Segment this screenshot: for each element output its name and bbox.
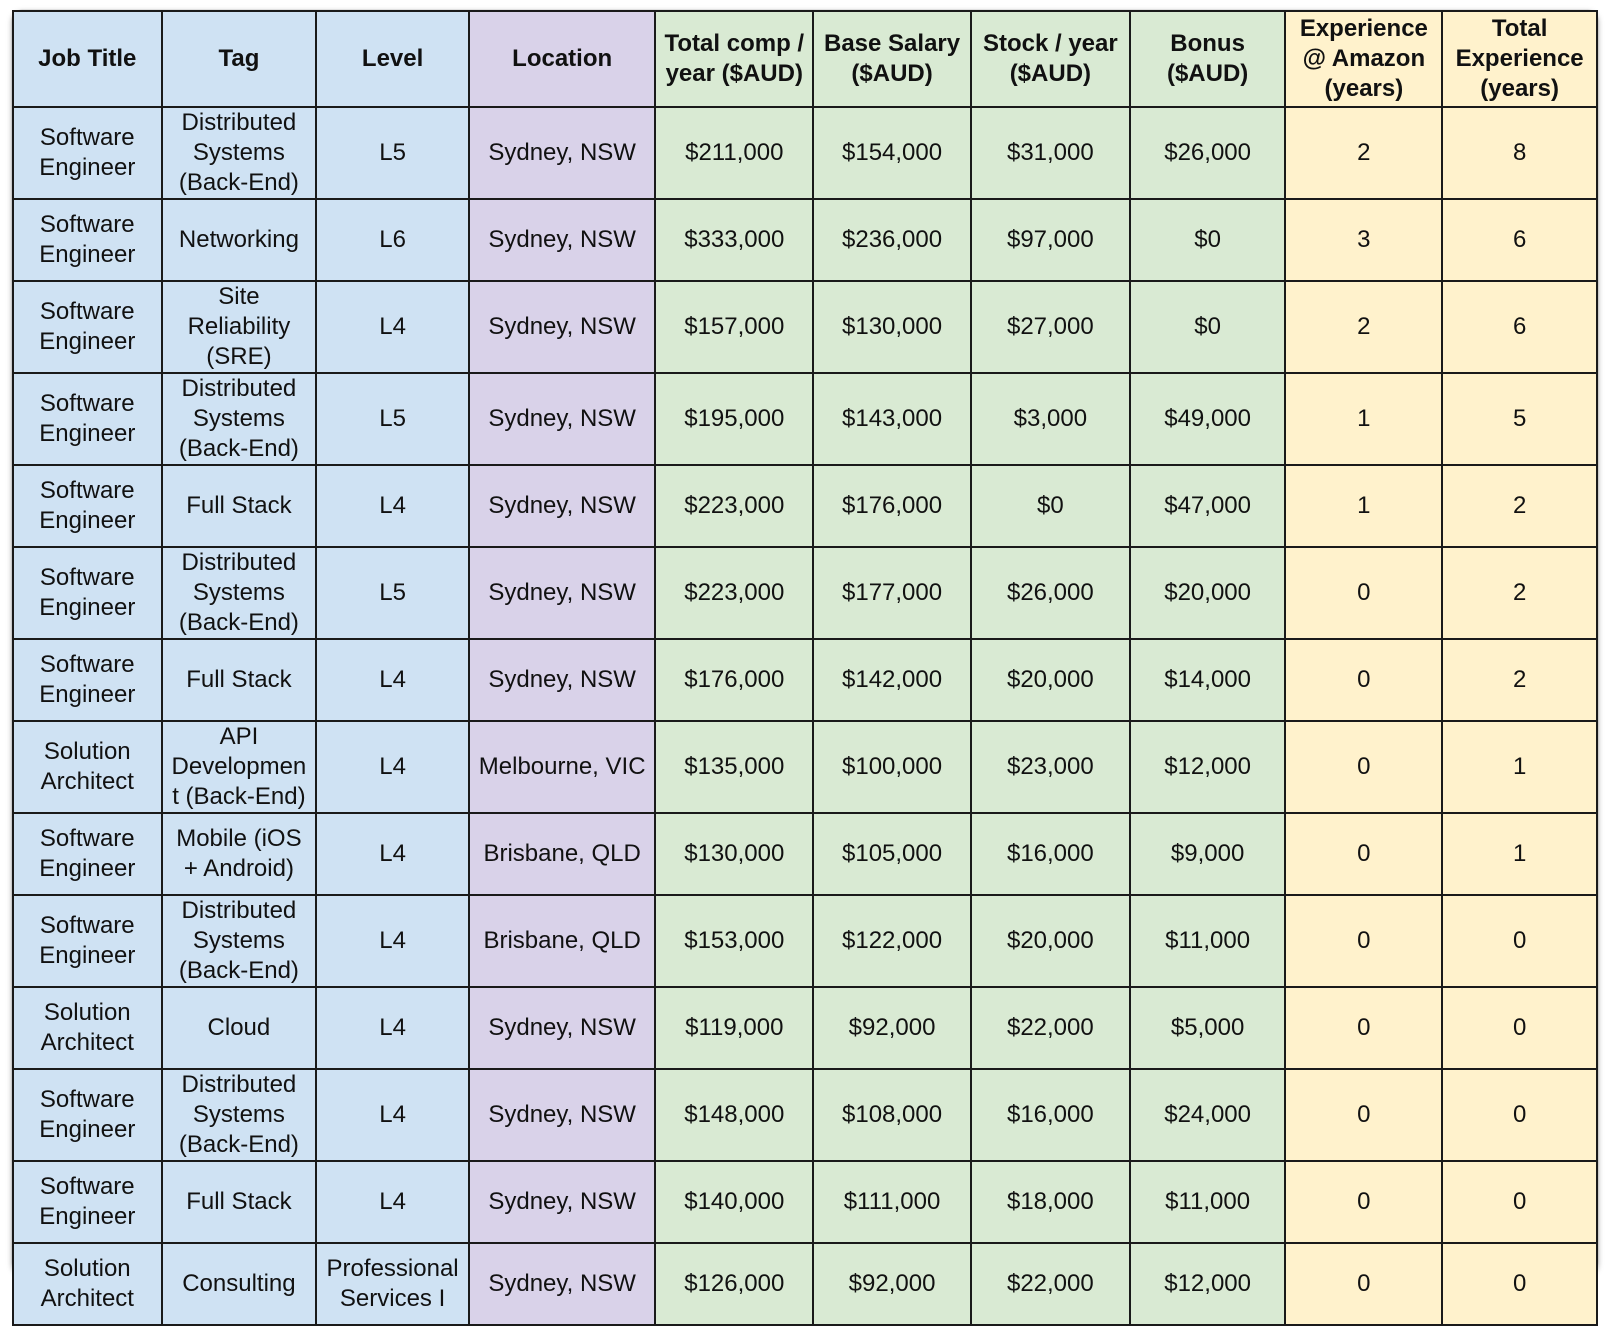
cell-job-title: Software Engineer <box>13 199 162 281</box>
table-row <box>13 281 1597 373</box>
cell-stock: $22,000 <box>971 1243 1130 1325</box>
cell-stock: $97,000 <box>971 199 1130 281</box>
header-job-title: Job Title <box>13 11 162 107</box>
cell-job-title: Solution Architect <box>13 1243 162 1325</box>
header-row <box>13 11 1597 107</box>
cell-total-experience: 0 <box>1442 1243 1597 1325</box>
header-tag: Tag <box>162 11 317 107</box>
cell-level: L4 <box>316 987 469 1069</box>
cell-level: L4 <box>316 281 469 373</box>
cell-tag: Networking <box>162 199 317 281</box>
cell-bonus: $26,000 <box>1130 107 1286 199</box>
cell-tag: Full Stack <box>162 465 317 547</box>
cell-total-comp: $223,000 <box>655 465 813 547</box>
cell-tag: Site Reliability (SRE) <box>162 281 317 373</box>
cell-total-comp: $130,000 <box>655 813 813 895</box>
cell-job-title: Software Engineer <box>13 639 162 721</box>
cell-job-title: Solution Architect <box>13 987 162 1069</box>
cell-bonus: $49,000 <box>1130 373 1286 465</box>
cell-total-comp: $211,000 <box>655 107 813 199</box>
table-row <box>13 107 1597 199</box>
header-location: Location <box>469 11 655 107</box>
cell-base-salary: $130,000 <box>813 281 971 373</box>
cell-job-title: Software Engineer <box>13 281 162 373</box>
header-level: Level <box>316 11 469 107</box>
cell-stock: $3,000 <box>971 373 1130 465</box>
cell-total-experience: 2 <box>1442 465 1597 547</box>
cell-job-title: Software Engineer <box>13 1069 162 1161</box>
table-body <box>13 107 1597 1325</box>
cell-level: L4 <box>316 813 469 895</box>
cell-location: Sydney, NSW <box>469 107 655 199</box>
header-total-comp: Total comp / year ($AUD) <box>655 11 813 107</box>
cell-total-comp: $223,000 <box>655 547 813 639</box>
cell-experience-amazon: 3 <box>1285 199 1442 281</box>
cell-experience-amazon: 2 <box>1285 281 1442 373</box>
compensation-table-frame <box>12 10 1598 1312</box>
cell-location: Brisbane, QLD <box>469 813 655 895</box>
cell-experience-amazon: 0 <box>1285 639 1442 721</box>
cell-base-salary: $92,000 <box>813 987 971 1069</box>
cell-bonus: $0 <box>1130 199 1286 281</box>
cell-bonus: $12,000 <box>1130 1243 1286 1325</box>
cell-job-title: Software Engineer <box>13 373 162 465</box>
cell-bonus: $47,000 <box>1130 465 1286 547</box>
cell-level: L4 <box>316 1161 469 1243</box>
cell-experience-amazon: 1 <box>1285 373 1442 465</box>
cell-base-salary: $236,000 <box>813 199 971 281</box>
table-row <box>13 1243 1597 1325</box>
compensation-table <box>12 10 1598 1326</box>
cell-level: L4 <box>316 639 469 721</box>
cell-experience-amazon: 0 <box>1285 547 1442 639</box>
header-experience-amazon: Experience @ Amazon (years) <box>1285 11 1442 107</box>
cell-bonus: $24,000 <box>1130 1069 1286 1161</box>
cell-stock: $26,000 <box>971 547 1130 639</box>
cell-bonus: $0 <box>1130 281 1286 373</box>
cell-tag: API Developmen t (Back-End) <box>162 721 317 813</box>
cell-level: L6 <box>316 199 469 281</box>
cell-base-salary: $142,000 <box>813 639 971 721</box>
cell-base-salary: $100,000 <box>813 721 971 813</box>
cell-total-experience: 5 <box>1442 373 1597 465</box>
cell-base-salary: $108,000 <box>813 1069 971 1161</box>
cell-total-experience: 0 <box>1442 1069 1597 1161</box>
cell-tag: Cloud <box>162 987 317 1069</box>
cell-tag: Distributed Systems (Back-End) <box>162 547 317 639</box>
table-row <box>13 199 1597 281</box>
cell-total-comp: $157,000 <box>655 281 813 373</box>
cell-total-experience: 2 <box>1442 639 1597 721</box>
cell-location: Sydney, NSW <box>469 373 655 465</box>
cell-job-title: Software Engineer <box>13 1161 162 1243</box>
cell-location: Sydney, NSW <box>469 199 655 281</box>
cell-base-salary: $111,000 <box>813 1161 971 1243</box>
header-bonus: Bonus ($AUD) <box>1130 11 1286 107</box>
cell-experience-amazon: 0 <box>1285 895 1442 987</box>
header-stock: Stock / year ($AUD) <box>971 11 1130 107</box>
cell-location: Sydney, NSW <box>469 639 655 721</box>
cell-base-salary: $122,000 <box>813 895 971 987</box>
cell-job-title: Solution Architect <box>13 721 162 813</box>
cell-total-comp: $195,000 <box>655 373 813 465</box>
cell-bonus: $9,000 <box>1130 813 1286 895</box>
cell-stock: $22,000 <box>971 987 1130 1069</box>
cell-job-title: Software Engineer <box>13 107 162 199</box>
cell-total-comp: $140,000 <box>655 1161 813 1243</box>
cell-bonus: $11,000 <box>1130 895 1286 987</box>
cell-base-salary: $177,000 <box>813 547 971 639</box>
cell-stock: $27,000 <box>971 281 1130 373</box>
cell-total-comp: $176,000 <box>655 639 813 721</box>
cell-stock: $23,000 <box>971 721 1130 813</box>
cell-stock: $0 <box>971 465 1130 547</box>
cell-location: Sydney, NSW <box>469 547 655 639</box>
cell-total-experience: 6 <box>1442 281 1597 373</box>
cell-location: Sydney, NSW <box>469 1161 655 1243</box>
cell-stock: $31,000 <box>971 107 1130 199</box>
cell-level: L4 <box>316 721 469 813</box>
table-row <box>13 1069 1597 1161</box>
cell-tag: Distributed Systems (Back-End) <box>162 373 317 465</box>
cell-total-comp: $333,000 <box>655 199 813 281</box>
cell-total-comp: $153,000 <box>655 895 813 987</box>
table-row <box>13 373 1597 465</box>
cell-experience-amazon: 0 <box>1285 1069 1442 1161</box>
cell-stock: $20,000 <box>971 639 1130 721</box>
cell-location: Brisbane, QLD <box>469 895 655 987</box>
cell-level: Professional Services I <box>316 1243 469 1325</box>
cell-bonus: $5,000 <box>1130 987 1286 1069</box>
cell-job-title: Software Engineer <box>13 895 162 987</box>
cell-job-title: Software Engineer <box>13 465 162 547</box>
cell-location: Sydney, NSW <box>469 987 655 1069</box>
cell-total-experience: 6 <box>1442 199 1597 281</box>
cell-level: L4 <box>316 465 469 547</box>
cell-total-comp: $148,000 <box>655 1069 813 1161</box>
cell-stock: $16,000 <box>971 813 1130 895</box>
cell-base-salary: $143,000 <box>813 373 971 465</box>
cell-location: Sydney, NSW <box>469 465 655 547</box>
cell-total-experience: 2 <box>1442 547 1597 639</box>
cell-total-experience: 0 <box>1442 1161 1597 1243</box>
cell-level: L4 <box>316 895 469 987</box>
cell-tag: Distributed Systems (Back-End) <box>162 1069 317 1161</box>
cell-tag: Full Stack <box>162 639 317 721</box>
cell-location: Melbourne, VIC <box>469 721 655 813</box>
cell-tag: Consulting <box>162 1243 317 1325</box>
table-row <box>13 895 1597 987</box>
cell-location: Sydney, NSW <box>469 1069 655 1161</box>
cell-level: L4 <box>316 1069 469 1161</box>
cell-total-comp: $126,000 <box>655 1243 813 1325</box>
table-row <box>13 547 1597 639</box>
table-row <box>13 987 1597 1069</box>
cell-level: L5 <box>316 107 469 199</box>
table-row <box>13 465 1597 547</box>
cell-stock: $18,000 <box>971 1161 1130 1243</box>
cell-job-title: Software Engineer <box>13 547 162 639</box>
header-total-experience: Total Experience (years) <box>1442 11 1597 107</box>
cell-bonus: $14,000 <box>1130 639 1286 721</box>
cell-level: L5 <box>316 373 469 465</box>
cell-tag: Mobile (iOS + Android) <box>162 813 317 895</box>
cell-total-experience: 8 <box>1442 107 1597 199</box>
cell-base-salary: $154,000 <box>813 107 971 199</box>
cell-base-salary: $105,000 <box>813 813 971 895</box>
cell-experience-amazon: 1 <box>1285 465 1442 547</box>
cell-location: Sydney, NSW <box>469 281 655 373</box>
cell-experience-amazon: 0 <box>1285 1243 1442 1325</box>
cell-tag: Distributed Systems (Back-End) <box>162 895 317 987</box>
cell-experience-amazon: 0 <box>1285 721 1442 813</box>
cell-stock: $16,000 <box>971 1069 1130 1161</box>
table-row <box>13 813 1597 895</box>
cell-bonus: $11,000 <box>1130 1161 1286 1243</box>
cell-bonus: $20,000 <box>1130 547 1286 639</box>
cell-total-comp: $119,000 <box>655 987 813 1069</box>
cell-total-experience: 0 <box>1442 987 1597 1069</box>
cell-experience-amazon: 0 <box>1285 987 1442 1069</box>
cell-tag: Full Stack <box>162 1161 317 1243</box>
cell-job-title: Software Engineer <box>13 813 162 895</box>
cell-experience-amazon: 2 <box>1285 107 1442 199</box>
cell-experience-amazon: 0 <box>1285 1161 1442 1243</box>
cell-base-salary: $92,000 <box>813 1243 971 1325</box>
cell-total-experience: 0 <box>1442 895 1597 987</box>
cell-tag: Distributed Systems (Back-End) <box>162 107 317 199</box>
table-row <box>13 721 1597 813</box>
cell-experience-amazon: 0 <box>1285 813 1442 895</box>
header-base-salary: Base Salary ($AUD) <box>813 11 971 107</box>
cell-bonus: $12,000 <box>1130 721 1286 813</box>
cell-total-comp: $135,000 <box>655 721 813 813</box>
cell-total-experience: 1 <box>1442 813 1597 895</box>
cell-stock: $20,000 <box>971 895 1130 987</box>
table-row <box>13 1161 1597 1243</box>
table-row <box>13 639 1597 721</box>
cell-location: Sydney, NSW <box>469 1243 655 1325</box>
cell-total-experience: 1 <box>1442 721 1597 813</box>
cell-base-salary: $176,000 <box>813 465 971 547</box>
cell-level: L5 <box>316 547 469 639</box>
